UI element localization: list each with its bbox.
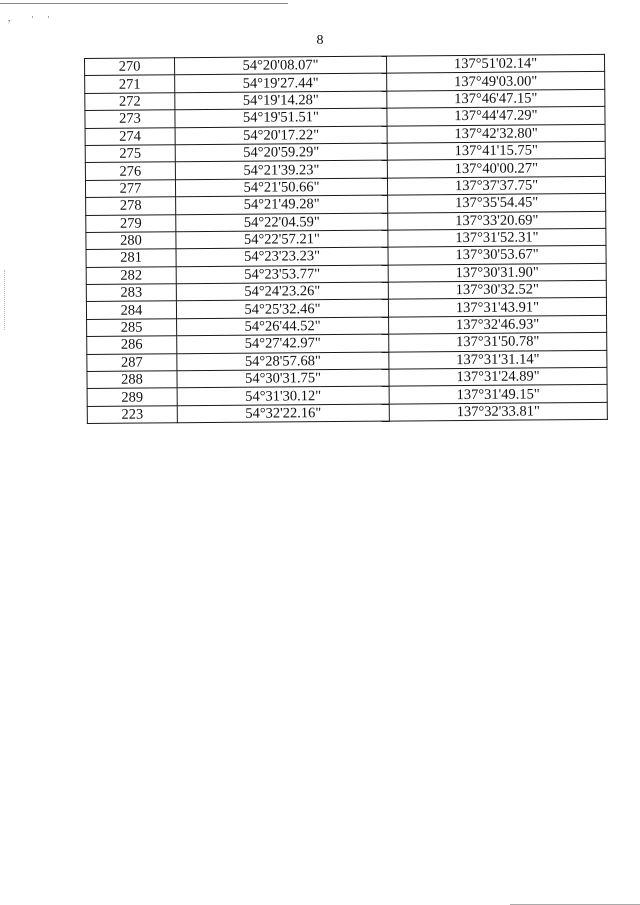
point-number-cell: 278 (86, 197, 176, 215)
latitude-cell: 54°30'31.75" (177, 369, 389, 388)
top-rule (0, 3, 288, 4)
point-number-cell: 279 (86, 214, 176, 232)
point-number-cell: 281 (86, 249, 176, 267)
table-row (87, 402, 607, 423)
point-number-cell: 276 (85, 162, 175, 180)
point-number-cell: 275 (85, 145, 175, 163)
longitude-cell: 137°31'50.78" (389, 333, 607, 352)
point-number-cell: 272 (85, 93, 175, 111)
latitude-cell: 54°19'51.51" (175, 108, 387, 127)
latitude-cell: 54°23'23.23" (176, 247, 388, 266)
longitude-cell: 137°42'32.80" (387, 124, 605, 143)
latitude-cell: 54°21'39.23" (175, 160, 387, 179)
latitude-cell: 54°25'32.46" (176, 300, 388, 319)
longitude-cell: 137°31'52.31" (388, 228, 606, 247)
scan-mark: , (8, 13, 11, 23)
latitude-cell: 54°32'22.16" (177, 404, 389, 423)
longitude-cell: 137°44'47.29" (387, 107, 605, 126)
longitude-cell: 137°41'15.75" (387, 141, 605, 160)
coordinates-table-body (85, 54, 608, 423)
point-number-cell: 289 (87, 388, 177, 406)
longitude-cell: 137°40'00.27" (387, 159, 605, 178)
margin-dots (4, 270, 6, 330)
latitude-cell: 54°22'57.21" (176, 230, 388, 249)
point-number-cell: 223 (87, 406, 177, 424)
point-number-cell: 274 (85, 127, 175, 145)
latitude-cell: 54°20'08.07" (175, 56, 387, 75)
longitude-cell: 137°30'31.90" (388, 263, 606, 282)
longitude-cell: 137°32'46.93" (389, 315, 607, 334)
page-number: 8 (316, 33, 324, 48)
scan-mark: · (47, 12, 50, 22)
latitude-cell: 54°20'59.29" (175, 143, 387, 162)
latitude-cell: 54°23'53.77" (176, 265, 388, 284)
latitude-cell: 54°28'57.68" (177, 352, 389, 371)
point-number-cell: 280 (86, 232, 176, 250)
longitude-cell: 137°31'24.89" (389, 367, 607, 386)
latitude-cell: 54°20'17.22" (175, 126, 387, 145)
longitude-cell: 137°30'53.67" (388, 246, 606, 265)
point-number-cell: 282 (86, 266, 176, 284)
latitude-cell: 54°21'50.66" (175, 178, 387, 197)
point-number-cell: 286 (87, 336, 177, 354)
point-number-cell: 285 (87, 319, 177, 337)
longitude-cell: 137°35'54.45" (388, 194, 606, 213)
longitude-cell: 137°31'31.14" (389, 350, 607, 369)
point-number-cell: 271 (85, 75, 175, 93)
latitude-cell: 54°19'27.44" (175, 74, 387, 93)
longitude-cell: 137°33'20.69" (388, 211, 606, 230)
latitude-cell: 54°24'23.26" (176, 282, 388, 301)
point-number-cell: 277 (85, 180, 175, 198)
point-number-cell: 287 (87, 353, 177, 371)
longitude-cell: 137°32'33.81" (389, 402, 607, 421)
longitude-cell: 137°30'32.52" (388, 280, 606, 299)
point-number-cell: 288 (87, 371, 177, 389)
longitude-cell: 137°31'49.15" (389, 385, 607, 404)
latitude-cell: 54°26'44.52" (177, 317, 389, 336)
point-number-cell: 283 (86, 284, 176, 302)
coordinates-table (84, 54, 608, 424)
scan-mark: · (31, 12, 34, 22)
longitude-cell: 137°37'37.75" (387, 176, 605, 195)
latitude-cell: 54°27'42.97" (177, 334, 389, 353)
latitude-cell: 54°21'49.28" (176, 195, 388, 214)
point-number-cell: 273 (85, 110, 175, 128)
latitude-cell: 54°31'30.12" (177, 387, 389, 406)
longitude-cell: 137°31'43.91" (388, 298, 606, 317)
longitude-cell: 137°49'03.00" (387, 72, 605, 91)
longitude-cell: 137°46'47.15" (387, 89, 605, 108)
point-number-cell: 270 (85, 58, 175, 76)
longitude-cell: 137°51'02.14" (386, 54, 604, 73)
coordinates-table-wrapper (84, 54, 607, 424)
latitude-cell: 54°22'04.59" (176, 213, 388, 232)
point-number-cell: 284 (86, 301, 176, 319)
latitude-cell: 54°19'14.28" (175, 91, 387, 110)
